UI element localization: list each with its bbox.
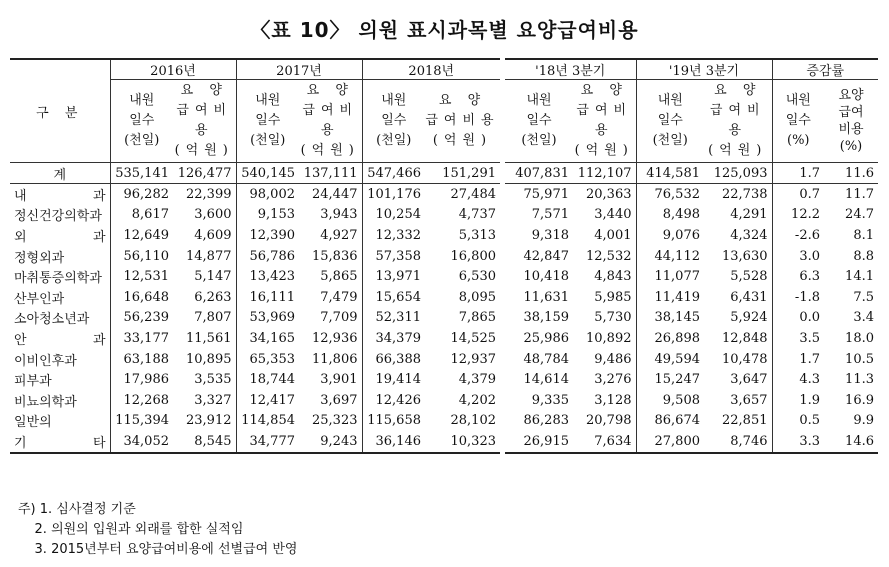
table-cell: 12,649 (110, 225, 173, 246)
annual-table (10, 58, 500, 454)
table-cell: 4,609 (194, 227, 232, 243)
table-cell: 33,177 (110, 328, 173, 349)
table-cell: 16,800 (450, 248, 496, 264)
table-cell: 5,147 (194, 269, 232, 285)
table-cell: 16.9 (845, 392, 874, 408)
table-cell: 126,477 (173, 163, 236, 184)
table-cell: 4,001 (594, 227, 632, 243)
table-cell: 5,313 (458, 227, 496, 243)
table-cell: 3.3 (772, 431, 824, 453)
table-cell: 3,535 (194, 372, 232, 388)
table-cell: 10,323 (425, 431, 500, 453)
table-row (10, 205, 500, 226)
table-cell: 56,239 (110, 308, 173, 329)
row-category: 내 과 (14, 188, 106, 204)
row-category: 계 (10, 163, 110, 184)
table-cell: 26,898 (636, 328, 704, 349)
row-category: 안 과 (14, 332, 106, 348)
row-category: 일반의 (14, 415, 52, 431)
table-cell: 547,466 (362, 163, 425, 184)
quarter-header: '18년 3분기 (505, 59, 636, 80)
table-cell: 11,631 (523, 289, 569, 305)
table-cell: 4,379 (458, 372, 496, 388)
table-cell: 0.5 (772, 411, 824, 432)
table-cell: 86,674 (636, 411, 704, 432)
table-cell: 13,630 (722, 248, 768, 264)
table-cell: 56,110 (110, 246, 173, 267)
table-cell: 12,426 (362, 390, 425, 411)
table-cell: 86,283 (523, 413, 569, 429)
table-cell: 10,892 (586, 330, 632, 346)
year-header: 2017년 (236, 59, 362, 80)
table-cell: 56,786 (236, 246, 299, 267)
table-cell: 3,943 (320, 207, 358, 223)
table-cell: 34,165 (236, 328, 299, 349)
table-cell: 11,806 (312, 351, 358, 367)
table-cell: 9,508 (636, 390, 704, 411)
table-cell: 115,658 (362, 411, 425, 432)
table-cell: 0.0 (772, 308, 824, 329)
table-row (10, 246, 500, 267)
table-cell: 8.8 (853, 248, 874, 264)
table-cell: 14.1 (845, 269, 874, 285)
benefit-header: 요 양 급여비용 (억원) (425, 80, 500, 163)
table-cell: 3,600 (194, 207, 232, 223)
row-category: 소아청소년과 (14, 312, 90, 328)
table-cell: 15,836 (312, 248, 358, 264)
table-cell: 8,545 (173, 431, 236, 453)
table-cell: 7,479 (320, 289, 358, 305)
table-cell: 22,399 (186, 186, 232, 202)
footnote: 주) 1. 심사결정 기준 (18, 502, 136, 517)
table-cell: 137,111 (299, 163, 362, 184)
table-cell: 14,614 (523, 372, 569, 388)
category-header: 구 분 (10, 59, 110, 163)
table-cell: 13,971 (362, 266, 425, 287)
table-cell: 535,141 (110, 163, 173, 184)
table-cell: 42,847 (523, 248, 569, 264)
table-cell: 9,335 (531, 392, 569, 408)
table-cell: 9,486 (594, 351, 632, 367)
table-cell: 5,924 (730, 310, 768, 326)
table-cell: 24,447 (312, 186, 358, 202)
table-row (505, 328, 878, 349)
table-cell: 11,077 (636, 266, 704, 287)
quarter-header: '19년 3분기 (636, 59, 772, 80)
table-cell: 12,532 (586, 248, 632, 264)
table-row (10, 349, 500, 370)
table-cell: 10,254 (362, 205, 425, 226)
table-cell: 9,318 (531, 227, 569, 243)
table-cell: 63,188 (110, 349, 173, 370)
table-cell: 20,798 (586, 413, 632, 429)
table-cell: 540,145 (236, 163, 299, 184)
table-cell: 12,936 (312, 330, 358, 346)
benefit-header: 요 양 급여비용 (억원) (299, 80, 362, 163)
table-cell: 4,324 (730, 227, 768, 243)
table-cell: 0.7 (772, 184, 824, 205)
table-cell: 3.0 (772, 246, 824, 267)
row-category: 이비인후과 (14, 353, 77, 369)
table-cell: 75,971 (523, 186, 569, 202)
table-cell: 38,145 (636, 308, 704, 329)
table-row (10, 184, 500, 205)
table-cell: 3,697 (320, 392, 358, 408)
table-cell: 151,291 (425, 163, 500, 184)
table-cell: 12,848 (722, 330, 768, 346)
visits-header: 내원 일수 (천일) (362, 80, 425, 163)
visits-header: 내원 일수 (천일) (236, 80, 299, 163)
table-row (10, 369, 500, 390)
table-cell: 38,159 (523, 310, 569, 326)
table-cell: 10,895 (186, 351, 232, 367)
quarter-table (505, 58, 878, 454)
table-cell: 5,865 (320, 269, 358, 285)
table-cell: 8,746 (704, 431, 772, 453)
table-row (505, 225, 878, 246)
footnotes (18, 500, 297, 560)
table-cell: 3,647 (730, 372, 768, 388)
table-cell: 12,417 (236, 390, 299, 411)
table-cell: 16,111 (236, 287, 299, 308)
table-row (10, 225, 500, 246)
visits-pct-header: 내원 일수 (%) (772, 80, 824, 163)
benefit-pct-header: 요양 급여 비용 (%) (824, 80, 878, 163)
table-cell: 407,831 (505, 163, 573, 184)
table-row (10, 287, 500, 308)
table-cell: 34,052 (110, 431, 173, 453)
visits-header: 내원 일수 (천일) (636, 80, 704, 163)
table-cell: 3,440 (594, 207, 632, 223)
table-cell: 44,112 (636, 246, 704, 267)
table-cell: 15,654 (362, 287, 425, 308)
benefit-header: 요 양 급여비용 (억원) (173, 80, 236, 163)
table-row (505, 287, 878, 308)
table-cell: 11,561 (186, 330, 232, 346)
table-row (10, 308, 500, 329)
table-row (10, 328, 500, 349)
row-category: 마취통증의학과 (14, 271, 102, 287)
table-cell: 9.9 (853, 413, 874, 429)
table-cell: 12,937 (450, 351, 496, 367)
row-category: 정형외과 (14, 250, 65, 266)
table-cell: 36,146 (362, 431, 425, 453)
table-cell: 49,594 (636, 349, 704, 370)
table-cell: 7,571 (531, 207, 569, 223)
table-cell: 66,388 (362, 349, 425, 370)
table-cell: 4,737 (458, 207, 496, 223)
table-cell: 22,851 (722, 413, 768, 429)
table-cell: 65,353 (236, 349, 299, 370)
table-cell: 114,854 (236, 411, 299, 432)
table-cell: 11.7 (845, 186, 874, 202)
row-category: 피부과 (14, 374, 52, 390)
table-cell: 11.6 (824, 163, 878, 184)
table-cell: 98,002 (236, 184, 299, 205)
row-category: 기 타 (10, 431, 110, 453)
table-cell: 15,247 (636, 369, 704, 390)
table-cell: 11.3 (845, 372, 874, 388)
year-header: 2016년 (110, 59, 236, 80)
visits-header: 내원 일수 (천일) (110, 80, 173, 163)
row-category: 산부인과 (14, 291, 65, 307)
table-cell: 5,730 (594, 310, 632, 326)
table-cell: 10.5 (845, 351, 874, 367)
table-cell: -2.6 (772, 225, 824, 246)
table-cell: 1.7 (772, 163, 824, 184)
table-cell: 18,744 (236, 369, 299, 390)
table-cell: 10,418 (523, 269, 569, 285)
table-cell: 7,807 (194, 310, 232, 326)
table-cell: 5,985 (594, 289, 632, 305)
table-cell: 23,912 (186, 413, 232, 429)
table-row (10, 266, 500, 287)
table-cell: 4,202 (458, 392, 496, 408)
table-cell: 3,128 (594, 392, 632, 408)
table-cell: 5,528 (730, 269, 768, 285)
table-cell: 12,268 (110, 390, 173, 411)
table-cell: 6.3 (772, 266, 824, 287)
table-cell: 26,915 (505, 431, 573, 453)
table-cell: -1.8 (772, 287, 824, 308)
table-cell: 7,634 (573, 431, 636, 453)
table-cell: 8,095 (458, 289, 496, 305)
table-cell: 125,093 (704, 163, 772, 184)
table-cell: 8,617 (110, 205, 173, 226)
table-cell: 1.7 (772, 349, 824, 370)
table-cell: 14,877 (186, 248, 232, 264)
row-category: 외 과 (14, 229, 106, 245)
table-cell: 115,394 (110, 411, 173, 432)
table-cell: 12,390 (236, 225, 299, 246)
table-cell: 12,332 (362, 225, 425, 246)
table-cell: 22,738 (722, 186, 768, 202)
table-cell: 57,358 (362, 246, 425, 267)
table-row (505, 411, 878, 432)
visits-header: 내원 일수 (천일) (505, 80, 573, 163)
table-cell: 17,986 (110, 369, 173, 390)
table-row (505, 431, 878, 453)
table-cell: 48,784 (523, 351, 569, 367)
table-cell: 13,423 (236, 266, 299, 287)
footnote: 2. 의원의 입원과 외래를 합한 실적임 (18, 522, 244, 537)
table-cell: 16,648 (110, 287, 173, 308)
row-category: 비뇨의학과 (14, 394, 77, 410)
table-row (10, 390, 500, 411)
table-row (505, 163, 878, 184)
table-cell: 25,323 (312, 413, 358, 429)
table-cell: 34,379 (362, 328, 425, 349)
table-cell: 7,865 (458, 310, 496, 326)
table-cell: 6,431 (730, 289, 768, 305)
table-cell: 3,276 (594, 372, 632, 388)
table-cell: 4,843 (594, 269, 632, 285)
table-cell: 27,800 (636, 431, 704, 453)
table-cell: 28,102 (450, 413, 496, 429)
table-cell: 34,777 (236, 431, 299, 453)
table-cell: 53,969 (236, 308, 299, 329)
table-cell: 8.1 (853, 227, 874, 243)
table-cell: 3,657 (730, 392, 768, 408)
table-cell: 3.5 (772, 328, 824, 349)
table-cell: 101,176 (362, 184, 425, 205)
row-category: 정신건강의학과 (14, 209, 102, 225)
table-cell: 4,927 (320, 227, 358, 243)
table-cell: 3,901 (320, 372, 358, 388)
table-title: 〈표 10〉 의원 표시과목별 요양급여비용 (250, 18, 639, 42)
table-cell: 19,414 (362, 369, 425, 390)
table-cell: 27,484 (450, 186, 496, 202)
table-cell: 4.3 (772, 369, 824, 390)
table-cell: 7,709 (320, 310, 358, 326)
table-cell: 8,498 (636, 205, 704, 226)
table-cell: 3.4 (853, 310, 874, 326)
table-row (10, 411, 500, 432)
benefit-header: 요 양 급여비용 (억원) (573, 80, 636, 163)
table-row (505, 184, 878, 205)
table-row (505, 266, 878, 287)
table-cell: 9,076 (636, 225, 704, 246)
table-cell: 76,532 (636, 184, 704, 205)
table-cell: 18.0 (845, 330, 874, 346)
table-cell: 112,107 (573, 163, 636, 184)
table-cell: 9,153 (236, 205, 299, 226)
table-cell: 1.9 (772, 390, 824, 411)
table-cell: 20,363 (586, 186, 632, 202)
table-row (505, 390, 878, 411)
table-cell: 414,581 (636, 163, 704, 184)
table-cell: 12.2 (772, 205, 824, 226)
table-row (505, 369, 878, 390)
table-cell: 12,531 (110, 266, 173, 287)
table-cell: 3,327 (194, 392, 232, 408)
table-cell: 4,291 (730, 207, 768, 223)
table-cell: 96,282 (110, 184, 173, 205)
benefit-header: 요 양 급여비용 (억원) (704, 80, 772, 163)
footnote: 3. 2015년부터 요양급여비용에 선별급여 반영 (18, 542, 298, 557)
table-cell: 52,311 (362, 308, 425, 329)
year-header: 2018년 (362, 59, 500, 80)
table-row (505, 205, 878, 226)
table-row (10, 431, 500, 453)
table-cell: 10,478 (722, 351, 768, 367)
table-cell: 6,263 (194, 289, 232, 305)
table-row (505, 349, 878, 370)
table-row (505, 308, 878, 329)
change-header: 증감률 (772, 59, 878, 80)
table-cell: 9,243 (299, 431, 362, 453)
table-cell: 14,525 (450, 330, 496, 346)
table-cell: 25,986 (523, 330, 569, 346)
table-cell: 14.6 (824, 431, 878, 453)
table-cell: 11,419 (636, 287, 704, 308)
table-cell: 24.7 (845, 207, 874, 223)
table-row (10, 163, 500, 184)
table-cell: 6,530 (458, 269, 496, 285)
table-row (505, 246, 878, 267)
table-cell: 7.5 (853, 289, 874, 305)
